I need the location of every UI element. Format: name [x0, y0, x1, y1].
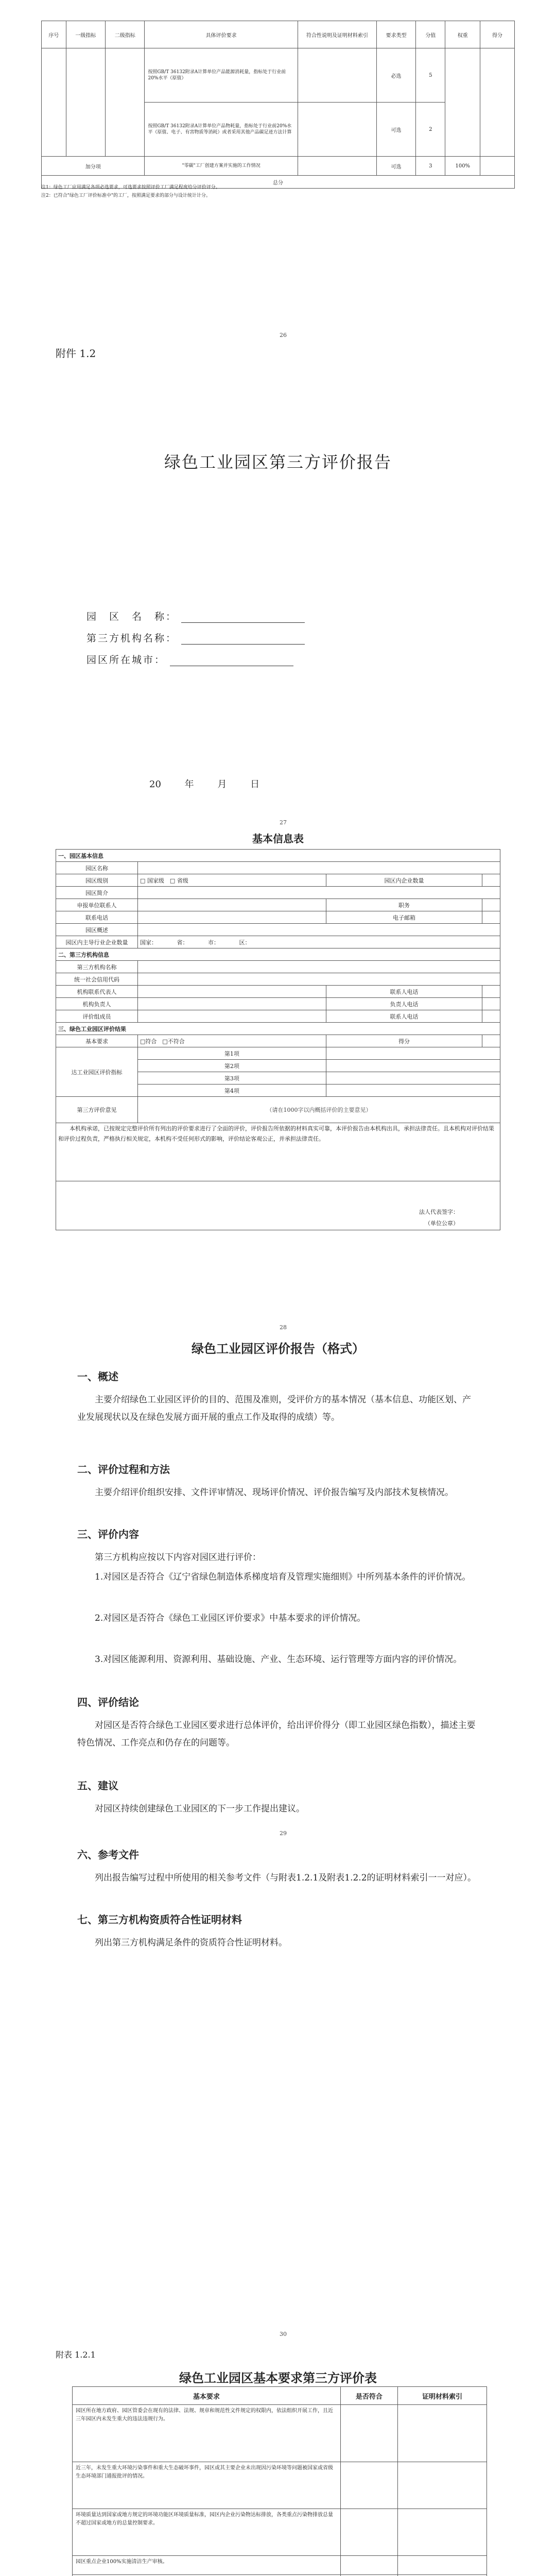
cover-field-park-name [86, 609, 305, 623]
cell-label: 得分 [326, 1035, 482, 1047]
col-header: 二级指标 [106, 21, 145, 48]
section-heading: 七、第三方机构资质符合性证明材料 [77, 1913, 242, 1926]
section-heading: 五、建议 [77, 1780, 118, 1792]
cell-label: 联系人电话 [326, 986, 482, 998]
cell-label: 园区名称 [56, 862, 138, 874]
requirement-type: 必选 [376, 48, 415, 103]
bonus-type: 可选 [376, 157, 415, 176]
cell-label: 职务 [326, 899, 482, 911]
section-header: 三、绿色工业园区评价结果 [56, 1023, 500, 1035]
cell-label: 申报单位联系人 [56, 899, 138, 911]
requirement-text: 按照GB/T 36132附录A计算单位产品能源消耗量，指标处于行业前20%水平（原值） [145, 48, 298, 103]
col-header: 一级指标 [66, 21, 105, 48]
bonus-score: 3 [416, 157, 445, 176]
score-value: 2 [416, 103, 445, 157]
requirement-cell: 近三年，未发生重大环境污染事件和重大生态破坏事件，园区或其主要企业未出现因污染环境等问题被国家或省级生态环境部门通报批评的情况。 [73, 2462, 341, 2509]
page-number: 28 [280, 1324, 287, 1331]
basic-options: □符合 □不符合 [138, 1035, 326, 1047]
page-number: 30 [280, 2331, 287, 2337]
score-value: 5 [416, 48, 445, 103]
table-row [73, 2462, 487, 2509]
table-note: 注2：已符合"绿色工厂评价标准中"的工厂，按照满足要求的部分与设计统计计分。 [41, 193, 211, 198]
section-paragraph: 列出第三方机构满足条件的资质符合性证明材料。 [95, 1938, 287, 1948]
info-table-title: 基本信息表 [252, 833, 304, 845]
col-header: 基本要求 [73, 2387, 341, 2405]
section-paragraph: 3.对园区能源利用、资源利用、基础设施、产业、生态环境、运行管理等方面内容的评价情况。 [95, 1654, 462, 1665]
summary-hint: （请在1000字以内概括评价的主要意见） [138, 1097, 500, 1123]
requirement-cell: 园区重点企业100%实施清洁生产审核。 [73, 2556, 341, 2575]
section-paragraph: 对园区是否符合绿色工业园区要求进行总体评价，给出评价得分（即工业园区绿色指数），描述主要特色情况、工作亮点和仍存在的问题等。 [77, 1720, 476, 1748]
cover-field-city [86, 652, 293, 666]
fill-line [181, 613, 305, 623]
cover-title: 绿色工业园区第三方评价报告 [164, 452, 392, 472]
field-label: 园区所在城市： [86, 654, 166, 666]
section-paragraph: 第三方机构应按以下内容对园区进行评价： [95, 1552, 261, 1563]
cell-label: 机构联系代表人 [56, 986, 138, 998]
report-format-title: 绿色工业园区评价报告（格式） [192, 1342, 364, 1356]
item-label: 第2项 [138, 1060, 326, 1072]
item-label: 第3项 [138, 1072, 326, 1084]
statement-body: 本机构承诺，已按规定完整评价所有列出的评价要求进行了全面的评价，评价报告所依据的材料真实可靠，本评价报告由本机构出具，承担法律责任。且本机构对评价结果和评价过程负责，严格执行相关规定，本机构不受任何形式的影响，评价结论客观公正，并承担法律责任。 [58, 1125, 494, 1142]
cell-label: 联系电话 [56, 911, 138, 924]
bonus-weight: 100% [445, 157, 480, 176]
col-header: 得分 [480, 21, 515, 48]
cover-date: 20 年 月 日 [149, 779, 260, 790]
bonus-requirement: "零碳"工厂创建方案并实施的工作情况 [145, 157, 298, 176]
cell-label: 第三方机构名称 [56, 961, 138, 973]
cell-label: 基本要求 [56, 1035, 138, 1047]
table-row [73, 2405, 487, 2462]
legal-rep-label: 法人代表签字： [419, 1209, 459, 1215]
cell-label: 园区简介 [56, 887, 138, 899]
page-number: 27 [280, 819, 287, 826]
requirements-table [72, 2386, 487, 2576]
cell-label: 达工业园区评价指标 [56, 1047, 138, 1097]
cell-label: 联系人电话 [326, 1010, 482, 1023]
evaluation-table [41, 21, 515, 189]
field-label: 第三方机构名称： [86, 633, 178, 644]
col-header: 具体评价要求 [145, 21, 298, 48]
item-label: 第1项 [138, 1047, 326, 1060]
requirement-type: 可选 [376, 103, 415, 157]
section-header: 一、园区基本信息 [56, 850, 500, 862]
fill-line [170, 656, 293, 666]
section-header: 二、第三方机构信息 [56, 948, 500, 961]
requirements-table-title: 绿色工业园区基本要求第三方评价表 [179, 2371, 377, 2385]
count-labels: 国家： 省： 市： 区： [138, 936, 500, 948]
table-note: 注1：绿色工厂应用满足各项必选要求，可选要求按照评价工厂满足程度给分评价评分。 [41, 185, 220, 190]
cell-label: 负责人电话 [326, 998, 482, 1010]
level-options: □ 国家级 □ 省级 [138, 874, 326, 887]
seal-label: （单位公章） [425, 1220, 459, 1227]
page-number: 29 [280, 1830, 287, 1837]
cell-label: 园区内主导行业企业数量 [56, 936, 138, 948]
fill-line [181, 635, 305, 645]
section-paragraph: 对园区持续创建绿色工业园区的下一步工作提出建议。 [95, 1804, 305, 1814]
cell-label: 机构负责人 [56, 998, 138, 1010]
col-header: 分值 [416, 21, 445, 48]
cell-label: 第三方评价意见 [56, 1097, 138, 1123]
basic-info-table [56, 849, 500, 1230]
section-paragraph: 1.对园区是否符合《辽宁省绿色制造体系梯度培育及管理实施细则》中所列基本条件的评价情况。 [95, 1572, 471, 1582]
statement-text [56, 1123, 500, 1181]
bonus-label: 加分项 [42, 157, 145, 176]
col-header: 序号 [42, 21, 66, 48]
cell-label: 电子邮箱 [326, 911, 482, 924]
table-row [73, 2556, 487, 2575]
section-paragraph: 主要介绍评价组织安排、文件评审情况、现场评价情况、评价报告编写及内部技术复核情况。 [95, 1487, 454, 1498]
attachment-label: 附表 1.2.1 [56, 2350, 96, 2360]
col-header: 符合性说明及证明材料索引 [298, 21, 376, 48]
requirement-cell: 园区所在地方政府、园区管委会在现有的法律、法规、规章和规范性文件规定的权限内，依法组织开展工作，且近三年园区内未发生重大的违法违规行为。 [73, 2405, 341, 2462]
col-header: 要求类型 [376, 21, 415, 48]
col-header: 证明材料索引 [398, 2387, 487, 2405]
total-label: 总分 [42, 176, 515, 189]
section-heading: 四、评价结论 [77, 1696, 139, 1708]
field-label: 园 区 名 称： [86, 611, 178, 622]
cell-label: 园区内企业数量 [326, 874, 482, 887]
bonus-row [42, 157, 515, 176]
table-row [42, 48, 515, 103]
col-header: 是否符合 [340, 2387, 397, 2405]
signature-area [56, 1181, 500, 1230]
section-heading: 二、评价过程和方法 [77, 1463, 170, 1476]
cell-label: 园区级别 [56, 874, 138, 887]
requirement-text: 按照GB/T 36132附录A计算单位产品物耗量，指标处于行业前20%水平（原值、电子、有害物质等消耗）或者采用其他产品碳足迹方法计算 [145, 103, 298, 157]
attachment-label: 附件 1.2 [56, 347, 96, 360]
section-heading: 三、评价内容 [77, 1528, 139, 1540]
requirement-cell: 环境质量达到国家或地方规定的环境功能区环境质量标准，园区内企业污染物达标排放，各类重点污染物排放总量不超过国家或地方的总量控制要求。 [73, 2509, 341, 2556]
section-paragraph: 2.对园区是否符合《绿色工业园区评价要求》中基本要求的评价情况。 [95, 1613, 366, 1623]
page-number: 26 [280, 332, 287, 338]
section-heading: 六、参考文件 [77, 1849, 139, 1861]
section-paragraph: 列出报告编写过程中所使用的相关参考文件（与附表1.2.1及附表1.2.2的证明材料索引一一对应）。 [95, 1873, 477, 1883]
table-header-row [42, 21, 515, 48]
section-heading: 一、概述 [77, 1370, 118, 1383]
cell-label: 统一社会信用代码 [56, 973, 138, 986]
item-label: 第4项 [138, 1084, 326, 1097]
section-paragraph: 主要介绍绿色工业园区评价的目的、范围及准则，受评价方的基本情况（基本信息、功能区划、产业发展现状以及在绿色发展方面开展的重点工作及取得的成绩）等。 [77, 1395, 471, 1422]
table-header-row [73, 2387, 487, 2405]
cover-field-org-name [86, 631, 305, 645]
cell-label: 园区概述 [56, 924, 138, 936]
cell-label: 评价组成员 [56, 1010, 138, 1023]
table-row [73, 2509, 487, 2556]
col-header: 权重 [445, 21, 480, 48]
